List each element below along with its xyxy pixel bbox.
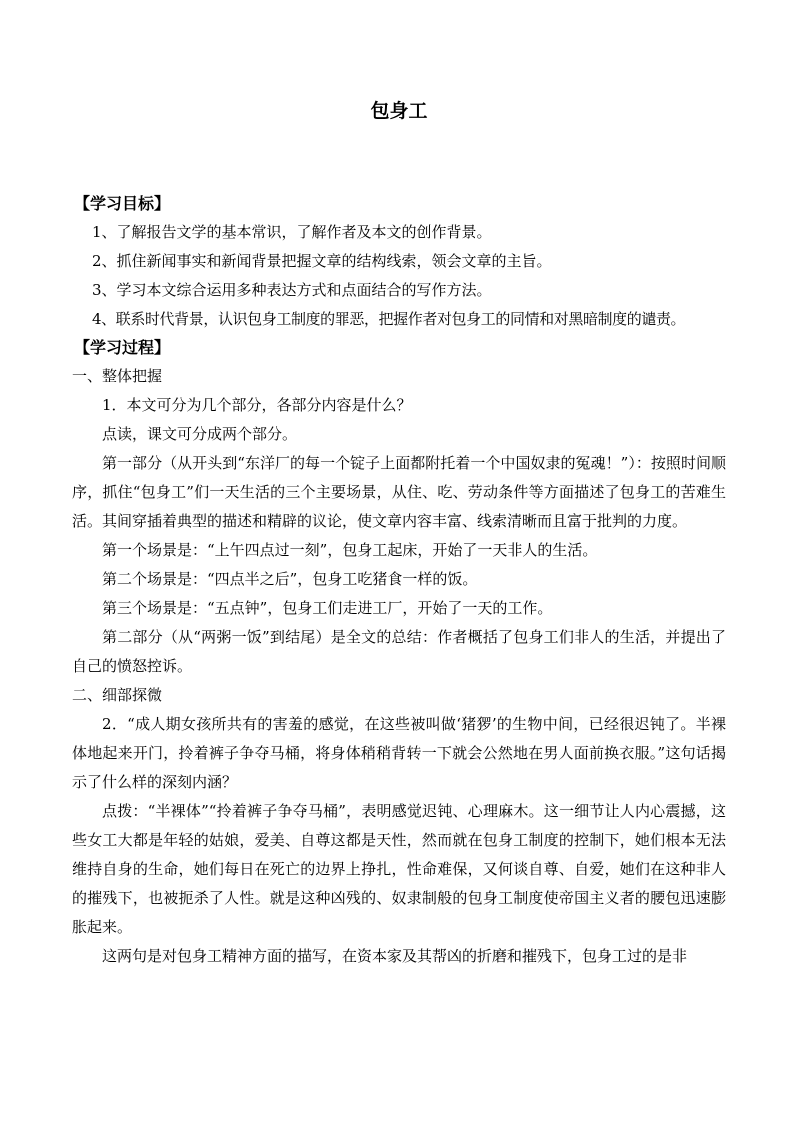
answer-2: 点拨：“半裸体”“拎着裤子争夺马桶”，表明感觉迟钝、心理麻木。这一细节让人内心震撼，这些女工大都是年轻的姑娘，爱美、自尊这都是天性，然而就在包身工制度的控制下，她们根本无法维持自身的生命，她们每日在死亡的边界上挣扎，性命难保，又何谈自尊、自爱，她们在这种非人的摧残下，也被扼杀了人性。就是这种凶残的、奴隶制般的包身工制度使帝国主义者的腰包迅速膨胀起来。 [72, 802, 726, 936]
part1-heading: 一、整体把握 [72, 367, 163, 385]
part1-paragraph-2: 第二部分（从“两粥一饭”到结尾）是全文的总结：作者概括了包身工们非人的生活，并提出了自己的愤怒控诉。 [72, 628, 726, 675]
scene-2: 第二个场景是：“四点半之后”，包身工吃猪食一样的饭。 [102, 570, 478, 588]
goal-item-1: 1、了解报告文学的基本常识，了解作者及本文的创作背景。 [92, 223, 492, 241]
answer-1: 点读，课文可分成两个部分。 [102, 425, 298, 443]
process-heading: 【学习过程】 [74, 338, 171, 357]
part2-paragraph-3: 这两句是对包身工精神方面的描写，在资本家及其帮凶的折磨和摧残下，包身工过的是非 [102, 947, 688, 965]
scene-1: 第一个场景是：“上午四点过一刻”，包身工起床，开始了一天非人的生活。 [102, 541, 598, 559]
part1-paragraph-1: 第一部分（从开头到“东洋厂的每一个锭子上面都附托着一个中国奴隶的冤魂！”）：按照时间顺序，抓住“包身工”们一天生活的三个主要场景，从住、吃、劳动条件等方面描述了包身工的苦难生活。其间穿插着典型的描述和精辟的议论，使文章内容丰富、线索清晰而且富于批判的力度。 [72, 454, 726, 530]
goal-item-2: 2、抓住新闻事实和新闻背景把握文章的结构线索，领会文章的主旨。 [92, 252, 552, 270]
goals-heading: 【学习目标】 [74, 194, 171, 213]
question-1: 1．本文可分为几个部分，各部分内容是什么？ [102, 396, 412, 414]
goal-item-4: 4、联系时代背景，认识包身工制度的罪恶，把握作者对包身工的同情和对黑暗制度的谴责。 [92, 310, 686, 328]
question-2: 2．“成人期女孩所共有的害羞的感觉，在这些被叫做‘猪猡’的生物中间，已经很迟钝了。半裸体地起来开门，拎着裤子争夺马桶，将身体稍稍背转一下就会公然地在男人面前换衣服。”这句话揭示了什么样的深刻内涵？ [72, 715, 726, 791]
document-title: 包身工 [370, 100, 428, 122]
scene-3: 第三个场景是：“五点钟”，包身工们走进工厂，开始了一天的工作。 [102, 599, 553, 617]
goal-item-3: 3、学习本文综合运用多种表达方式和点面结合的写作方法。 [92, 281, 492, 299]
part2-heading: 二、细部探微 [72, 686, 163, 704]
